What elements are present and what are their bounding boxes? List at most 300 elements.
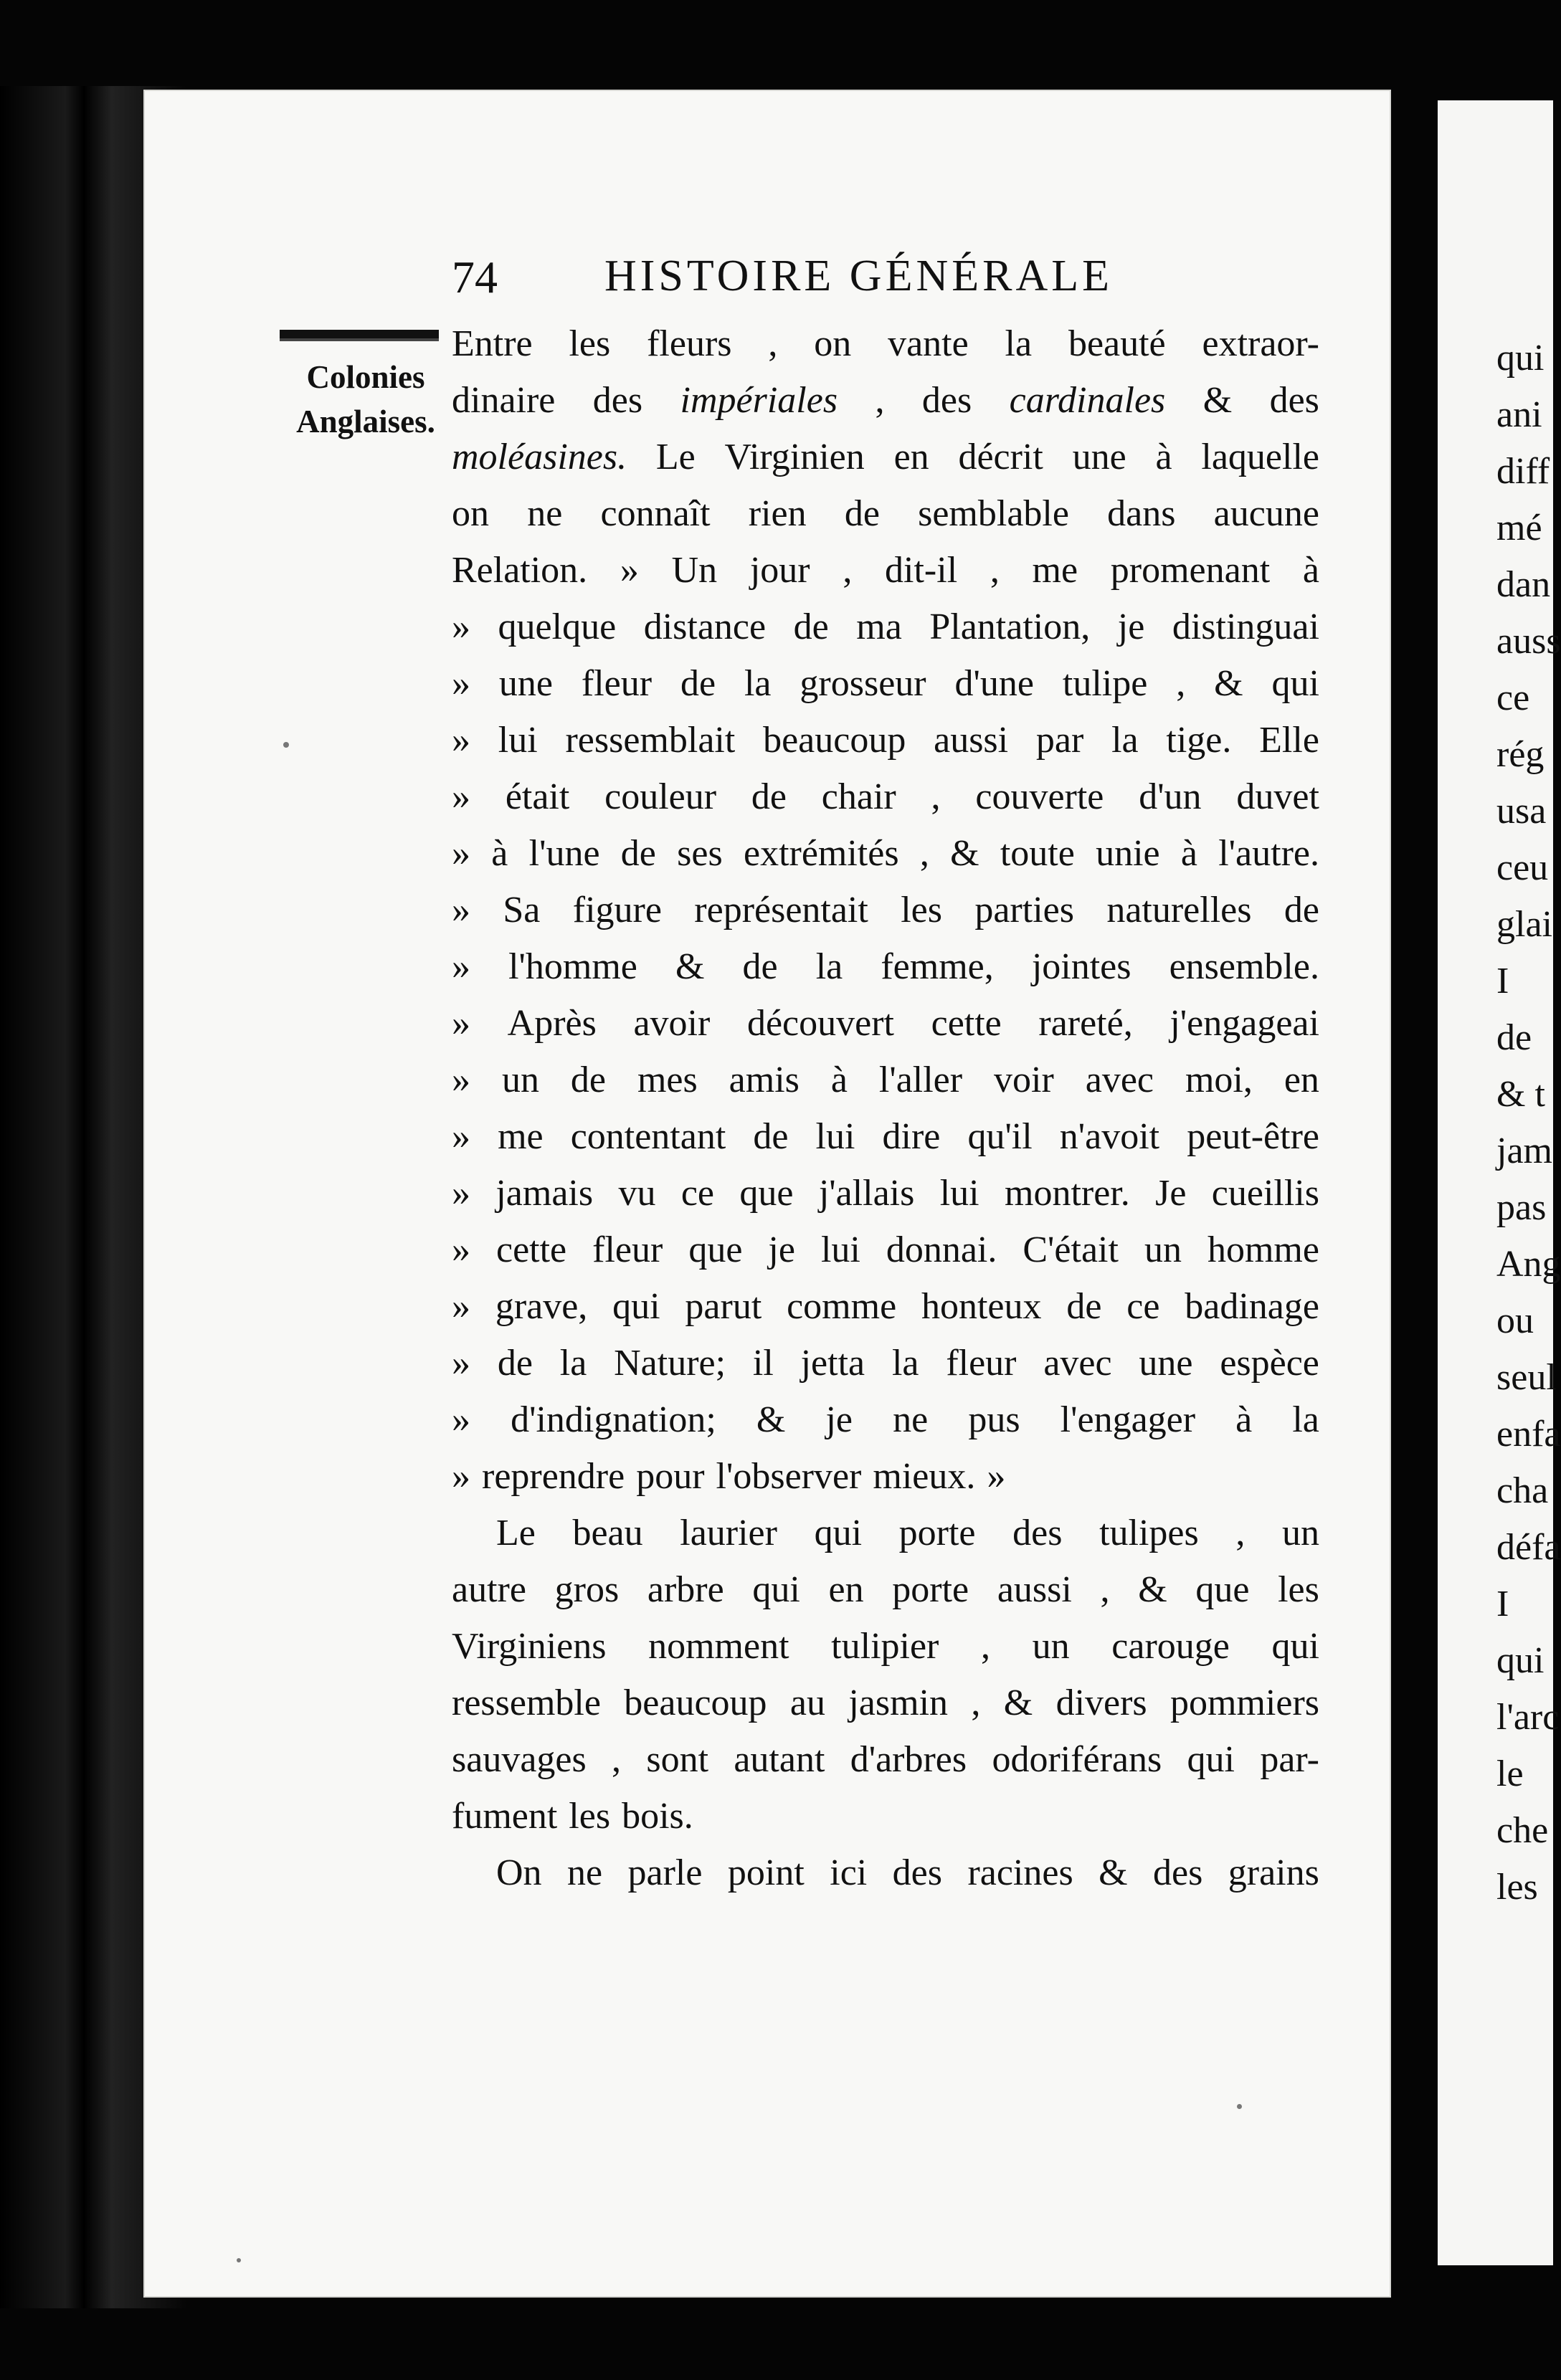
text-line: [452, 712, 1319, 768]
word: ne: [567, 1852, 603, 1893]
word: homme: [1207, 1229, 1319, 1270]
word: qui: [814, 1513, 863, 1553]
text-line: [452, 1165, 1319, 1222]
word: fleur: [946, 1343, 1017, 1384]
word: autre: [452, 1569, 526, 1610]
word: arbre: [647, 1569, 724, 1610]
text-line: [452, 1618, 1319, 1675]
word: moi,: [1185, 1060, 1253, 1100]
text-line: [452, 599, 1319, 655]
word: Un: [671, 550, 718, 591]
facing-page-fragment: ceu: [1496, 847, 1549, 888]
word: à: [1302, 550, 1319, 591]
word: ,: [1176, 663, 1186, 704]
word: Elle: [1259, 720, 1319, 761]
word: mes: [637, 1060, 698, 1100]
word: en: [1284, 1060, 1319, 1100]
word: cueillis: [1211, 1173, 1319, 1214]
word: avec: [1085, 1060, 1154, 1100]
word: la: [815, 946, 843, 987]
word: qui: [1271, 1626, 1319, 1667]
word: fleur: [592, 1229, 663, 1270]
word: odoriférans: [992, 1739, 1162, 1780]
word: gros: [554, 1569, 620, 1610]
word: &: [950, 833, 979, 874]
word: »: [452, 946, 470, 987]
word: »: [452, 1060, 470, 1100]
facing-page-fragment: glai: [1496, 904, 1552, 945]
text-line: [452, 542, 1319, 599]
word: ressemble: [452, 1682, 601, 1723]
word: sauvages: [452, 1739, 587, 1780]
word: dit-il: [885, 550, 958, 591]
running-head: [452, 251, 1362, 308]
word: aucune: [1213, 493, 1319, 534]
word: Plantation,: [929, 606, 1091, 647]
word: »: [452, 1399, 470, 1440]
facing-page-fragment: qui: [1496, 338, 1545, 379]
word: ,: [971, 1682, 981, 1723]
word: badinage: [1185, 1286, 1319, 1327]
text-line: [452, 1278, 1319, 1335]
word: Après: [507, 1003, 597, 1044]
word: voir: [994, 1060, 1054, 1100]
word: à: [1180, 833, 1197, 874]
word: ,: [1235, 1513, 1246, 1553]
word: Je: [1155, 1173, 1187, 1214]
word: de: [497, 1343, 533, 1384]
word: parle: [627, 1852, 703, 1893]
word: parties: [974, 890, 1074, 930]
word: l'une: [528, 833, 600, 874]
word: au: [789, 1682, 825, 1723]
text-line: [452, 995, 1319, 1052]
word: pommiers: [1170, 1682, 1319, 1723]
page-title: HISTOIRE GÉNÉRALE: [604, 252, 1113, 300]
word: racines: [967, 1852, 1073, 1893]
word: ,: [612, 1739, 622, 1780]
word: je: [825, 1399, 853, 1440]
word: fument: [452, 1796, 558, 1837]
word: ce: [680, 1173, 714, 1214]
word: à: [491, 833, 508, 874]
word: dinaire: [452, 380, 556, 421]
word: l'engager: [1060, 1399, 1196, 1440]
word: »: [452, 1286, 470, 1327]
text-line: [452, 429, 1319, 485]
word: &: [1138, 1569, 1167, 1610]
text-line: [452, 1108, 1319, 1165]
page-number: 74: [452, 252, 498, 303]
word: des: [892, 1852, 942, 1893]
word: de: [753, 1116, 789, 1157]
text-line: [452, 1561, 1319, 1618]
word: tulipier: [831, 1626, 939, 1667]
word: une: [498, 663, 553, 704]
facing-page-fragment: auss: [1496, 621, 1561, 662]
word: grosseur: [800, 663, 926, 704]
word: &: [1214, 663, 1243, 704]
word: les: [901, 890, 942, 930]
word: l'observer: [716, 1456, 862, 1497]
word: carouge: [1111, 1626, 1230, 1667]
word: de: [793, 606, 829, 647]
word: la: [1005, 323, 1033, 364]
text-line: [452, 1844, 1319, 1901]
word: vante: [888, 323, 969, 364]
word: il: [752, 1343, 774, 1384]
word: chair: [821, 776, 896, 817]
word: ne: [893, 1399, 929, 1440]
word: de: [1284, 890, 1319, 930]
word: naturelles: [1106, 890, 1252, 930]
word: la: [891, 1343, 919, 1384]
text-line: [452, 1788, 1319, 1844]
word: lui: [498, 720, 538, 761]
word: des: [1153, 1852, 1203, 1893]
margin-rule: [280, 330, 439, 341]
word: porte: [898, 1513, 976, 1553]
word: d'arbres: [850, 1739, 967, 1780]
text-line: [452, 768, 1319, 825]
word: divers: [1055, 1682, 1147, 1723]
text-line: [452, 1505, 1319, 1561]
word: on: [452, 493, 489, 534]
word: Nature;: [614, 1343, 726, 1384]
word: des: [592, 380, 643, 421]
word: les: [569, 1796, 611, 1837]
word: ,: [843, 550, 853, 591]
word: sont: [646, 1739, 709, 1780]
word: beaucoup: [763, 720, 906, 761]
facing-page-fragment: dan: [1496, 564, 1551, 605]
word: Le: [496, 1513, 536, 1553]
word: représentait: [694, 890, 868, 930]
word: duvet: [1236, 776, 1319, 817]
word: je: [1117, 606, 1145, 647]
word: reprendre: [482, 1456, 625, 1497]
word: l'homme: [508, 946, 637, 987]
facing-page-fragment: & t: [1496, 1074, 1545, 1115]
word: bois.: [622, 1796, 693, 1837]
word: parut: [685, 1286, 762, 1327]
word: montrer.: [1005, 1173, 1130, 1214]
word: ne: [527, 493, 563, 534]
word: distinguai: [1172, 606, 1319, 647]
word: fleur: [581, 663, 653, 704]
word: une: [1139, 1343, 1193, 1384]
word: les: [569, 323, 611, 364]
text-line: [452, 1448, 1319, 1505]
word: femme,: [881, 946, 994, 987]
word: des: [1269, 380, 1319, 421]
word: de: [844, 493, 880, 534]
word: par: [1035, 720, 1084, 761]
word: tulipe: [1062, 663, 1148, 704]
word: aussi: [997, 1569, 1072, 1610]
word: ,: [931, 776, 941, 817]
word: de: [1066, 1286, 1102, 1327]
word: »: [452, 1003, 470, 1044]
word: »: [452, 663, 470, 704]
word: ma: [856, 606, 902, 647]
facing-page-fragment: I: [1496, 961, 1509, 1001]
facing-page-fragment: enfa: [1496, 1414, 1561, 1455]
word: qu'il: [967, 1116, 1033, 1157]
word: Le: [655, 437, 696, 477]
facing-page-fragment: diff: [1496, 451, 1550, 492]
word: jour: [749, 550, 810, 591]
facing-page-fragment: ou: [1496, 1300, 1534, 1341]
word: la: [1111, 720, 1139, 761]
word: avoir: [633, 1003, 711, 1044]
word: comme: [787, 1286, 897, 1327]
word: autant: [734, 1739, 825, 1780]
text-line: [452, 655, 1319, 712]
word: tulipes: [1099, 1513, 1199, 1553]
word: ressemblait: [565, 720, 736, 761]
word: laurier: [680, 1513, 777, 1553]
word: extraor-: [1202, 323, 1319, 364]
word: donnai.: [886, 1229, 997, 1270]
word: promenant: [1110, 550, 1271, 591]
text-line: [452, 825, 1319, 882]
word: ,: [919, 833, 929, 874]
word: Sa: [503, 890, 541, 930]
word: par-: [1260, 1739, 1319, 1780]
word: fleurs: [647, 323, 732, 364]
word: Virginiens: [452, 1626, 607, 1667]
word: jetta: [800, 1343, 865, 1384]
word: qui: [1271, 663, 1319, 704]
word: les: [1278, 1569, 1319, 1610]
word: jointes: [1031, 946, 1131, 987]
facing-page-fragment: mé: [1496, 508, 1542, 548]
word: honteux: [921, 1286, 1042, 1327]
word: ,: [990, 550, 1000, 591]
word: Relation.: [452, 550, 588, 591]
facing-page-fragment: le: [1496, 1753, 1524, 1794]
word: porte: [892, 1569, 969, 1610]
word: »: [452, 1173, 470, 1214]
word: ,: [981, 1626, 990, 1667]
word: beaucoup: [624, 1682, 767, 1723]
word: de: [751, 776, 787, 817]
word: j'engageai: [1169, 1003, 1319, 1044]
word: »: [452, 720, 470, 761]
word: C'était: [1023, 1229, 1119, 1270]
word: me: [498, 1116, 544, 1157]
word: dans: [1107, 493, 1176, 534]
word: pour: [636, 1456, 705, 1497]
word: avec: [1043, 1343, 1112, 1384]
word: beau: [572, 1513, 643, 1553]
word: espèce: [1220, 1343, 1319, 1384]
facing-page-fragment: rég: [1496, 734, 1545, 775]
word: »: [452, 606, 470, 647]
word: grains: [1228, 1852, 1319, 1893]
word: figure: [572, 890, 662, 930]
word: ensemble.: [1169, 946, 1319, 987]
word: que: [739, 1173, 794, 1214]
word: grave,: [495, 1286, 588, 1327]
word: me: [1032, 550, 1078, 591]
word: quelque: [498, 606, 617, 647]
word: »: [452, 833, 470, 874]
text-line: [452, 1675, 1319, 1731]
facing-page-fragment: défa: [1496, 1527, 1561, 1568]
word: toute: [1000, 833, 1075, 874]
word: &: [1003, 1682, 1033, 1723]
word: découvert: [746, 1003, 894, 1044]
body-text: [452, 315, 1319, 1901]
word: Entre: [452, 323, 533, 364]
facing-page-fragment: ce: [1496, 677, 1530, 718]
word: des: [1012, 1513, 1063, 1553]
text-line: [452, 1052, 1319, 1108]
facing-page-fragment: pas: [1496, 1187, 1547, 1228]
word: jasmin: [848, 1682, 949, 1723]
word: lui: [815, 1116, 855, 1157]
word: vu: [618, 1173, 656, 1214]
word: amis: [729, 1060, 800, 1100]
facing-page-fragment: de: [1496, 1017, 1532, 1058]
word: de: [620, 833, 656, 874]
word: Virginien: [724, 437, 865, 477]
word: moléasines.: [452, 437, 627, 477]
facing-page-fragment: ani: [1496, 394, 1542, 435]
word: impériales: [680, 380, 838, 421]
text-line: [452, 315, 1319, 372]
text-line: [452, 372, 1319, 429]
word: la: [559, 1343, 587, 1384]
word: l'autre.: [1218, 833, 1319, 874]
word: jamais: [495, 1173, 594, 1214]
word: que: [1195, 1569, 1250, 1610]
word: ses: [677, 833, 723, 874]
word: cardinales: [1009, 380, 1166, 421]
word: extrémités: [743, 833, 899, 874]
word: en: [828, 1569, 864, 1610]
word: lui: [939, 1173, 979, 1214]
word: ici: [830, 1852, 868, 1893]
text-line: [452, 485, 1319, 542]
word: un: [1282, 1513, 1319, 1553]
word: point: [727, 1852, 805, 1893]
facing-page-fragment: jam: [1496, 1130, 1552, 1171]
word: rareté,: [1038, 1003, 1133, 1044]
word: &: [1202, 380, 1233, 421]
word: couverte: [975, 776, 1104, 817]
word: des: [921, 380, 972, 421]
word: peut-être: [1187, 1116, 1319, 1157]
word: cette: [496, 1229, 567, 1270]
text-line: [452, 938, 1319, 995]
word: distance: [643, 606, 767, 647]
word: à: [830, 1060, 848, 1100]
margin-note-line: Anglaises.: [296, 404, 435, 439]
word: &: [1099, 1852, 1128, 1893]
facing-page-fragment: l'arc: [1496, 1697, 1560, 1738]
facing-page-fragment: cha: [1496, 1470, 1549, 1511]
word: pus: [968, 1399, 1020, 1440]
word: l'aller: [878, 1060, 963, 1100]
word: je: [768, 1229, 795, 1270]
word: qui: [612, 1286, 660, 1327]
text-line: [452, 1391, 1319, 1448]
word: unie: [1096, 833, 1160, 874]
word: à: [1155, 437, 1172, 477]
word: ,: [875, 380, 885, 421]
word: lui: [820, 1229, 860, 1270]
word: ce: [1126, 1286, 1160, 1327]
word: j'allais: [818, 1173, 915, 1214]
margin-note-line: Colonies: [306, 359, 425, 395]
word: de: [680, 663, 716, 704]
word: décrit: [958, 437, 1043, 477]
text-line: [452, 882, 1319, 938]
word: d'un: [1139, 776, 1202, 817]
word: &: [756, 1399, 786, 1440]
text-line: [452, 1335, 1319, 1391]
word: aussi: [934, 720, 1009, 761]
word: d'une: [954, 663, 1034, 704]
word: de: [570, 1060, 606, 1100]
word: que: [688, 1229, 743, 1270]
word: semblable: [918, 493, 1069, 534]
word: on: [814, 323, 852, 364]
facing-page-fragment: qui: [1496, 1640, 1545, 1681]
word: la: [744, 663, 772, 704]
word: la: [1292, 1399, 1319, 1440]
text-line: [452, 1731, 1319, 1788]
facing-page-fragment: I: [1496, 1584, 1509, 1624]
word: n'avoit: [1059, 1116, 1160, 1157]
word: »: [452, 1116, 470, 1157]
word: un: [1144, 1229, 1182, 1270]
word: une: [1072, 437, 1126, 477]
word: en: [893, 437, 929, 477]
facing-page-fragment: usa: [1496, 791, 1547, 832]
word: contentant: [570, 1116, 726, 1157]
facing-page-fragment: Ang: [1496, 1244, 1561, 1285]
word: ,: [1100, 1569, 1110, 1610]
word: ,: [768, 323, 778, 364]
margin-note: [283, 355, 448, 444]
word: cette: [931, 1003, 1002, 1044]
word: »: [987, 1456, 1006, 1497]
word: »: [620, 550, 639, 591]
word: »: [452, 776, 470, 817]
facing-page-fragment: seul: [1496, 1357, 1557, 1398]
word: beauté: [1068, 323, 1166, 364]
word: laquelle: [1201, 437, 1319, 477]
facing-page-fragment: les: [1496, 1867, 1538, 1908]
word: qui: [1187, 1739, 1235, 1780]
facing-page-edge: [1438, 100, 1561, 2265]
word: &: [675, 946, 705, 987]
word: couleur: [604, 776, 717, 817]
word: un: [501, 1060, 539, 1100]
word: mieux.: [873, 1456, 976, 1497]
word: »: [452, 1343, 470, 1384]
text-line: [452, 1222, 1319, 1278]
word: à: [1235, 1399, 1253, 1440]
word: un: [1032, 1626, 1070, 1667]
word: »: [452, 890, 470, 930]
word: d'indignation;: [511, 1399, 716, 1440]
word: »: [452, 1456, 470, 1497]
